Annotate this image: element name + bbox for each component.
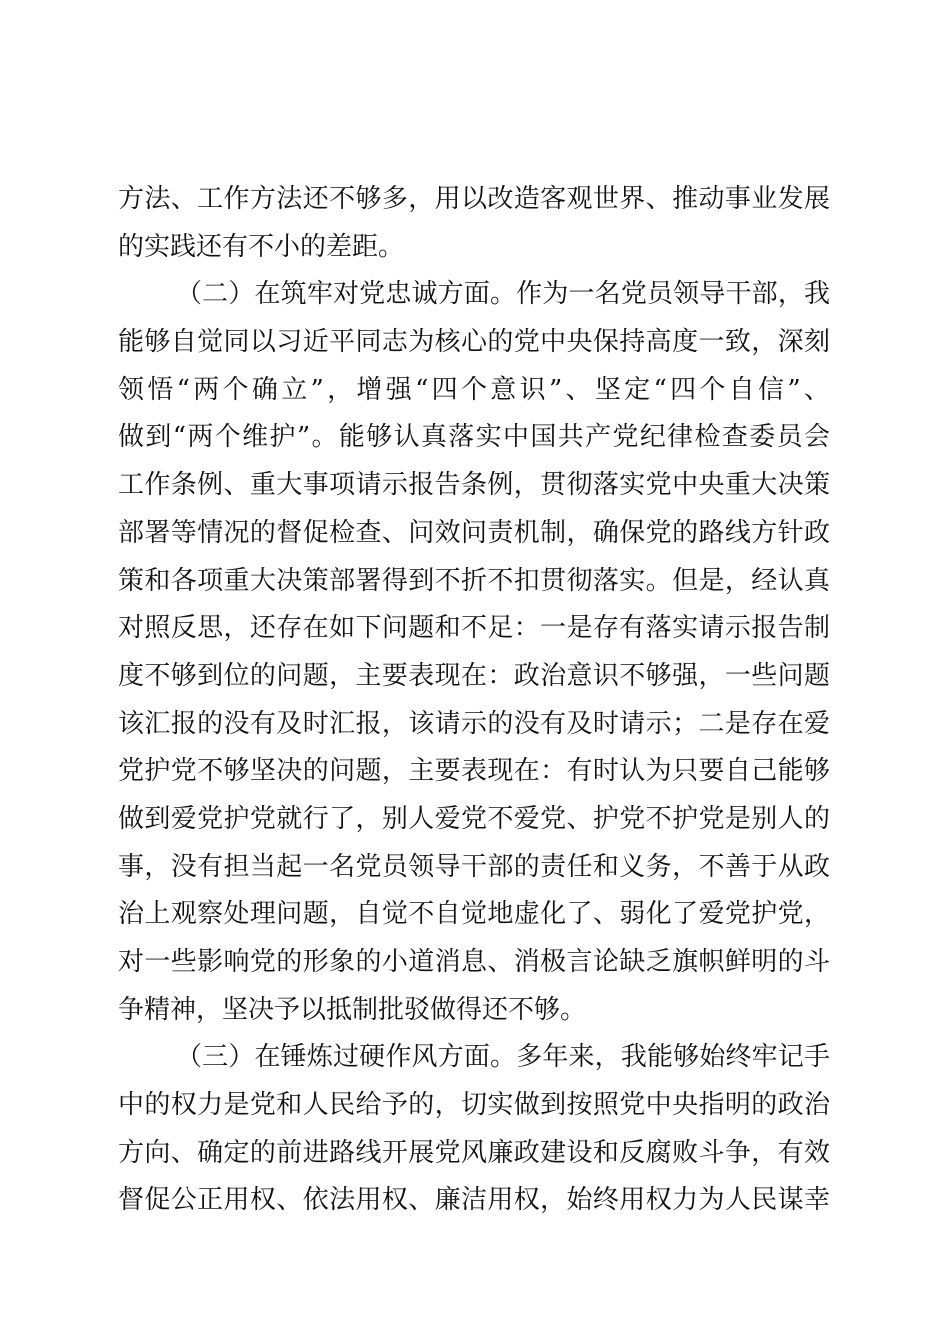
text-line: 方法、工作方法还不够多，用以改造客观世界、推动事业发展 xyxy=(118,184,830,214)
paragraph-heading-line: （二）在筑牢对党忠诚方面。作为一名党员领导干部，我 xyxy=(176,279,830,310)
text-line: 能够自觉同以习近平同志为核心的党中央保持高度一致，深刻 xyxy=(118,327,830,358)
text-line: 做到“两个维护”。能够认真落实中国共产党纪律检查委员会 xyxy=(118,422,830,453)
text-line: 部署等情况的督促检查、问效问责机制，确保党的路线方针政 xyxy=(118,517,830,548)
text-line: 工作条例、重大事项请示报告条例，贯彻落实党中央重大决策 xyxy=(118,470,830,501)
text-line: 党护党不够坚决的问题，主要表现在：有时认为只要自己能够 xyxy=(118,756,830,787)
text-line: 度不够到位的问题，主要表现在：政治意识不够强，一些问题 xyxy=(118,660,830,691)
text-line: 事，没有担当起一名党员领导干部的责任和义务，不善于从政 xyxy=(118,851,830,882)
text-line: 领悟“两个确立”，增强“四个意识”、坚定“四个自信”、 xyxy=(118,374,830,405)
text-line: 对照反思，还存在如下问题和不足：一是存有落实请示报告制 xyxy=(118,613,830,644)
document-body xyxy=(118,176,830,1225)
paragraph-heading-line: （三）在锤炼过硬作风方面。多年来，我能够始终牢记手 xyxy=(176,1042,830,1073)
text-line: 方向、确定的前进路线开展党风廉政建设和反腐败斗争，有效 xyxy=(118,1137,830,1168)
text-line: 的实践还有不小的差距。 xyxy=(118,231,405,262)
text-line: 督促公正用权、依法用权、廉洁用权，始终用权力为人民谋幸 xyxy=(118,1185,830,1216)
text-line: 策和各项重大决策部署得到不折不扣贯彻落实。但是，经认真 xyxy=(118,565,830,596)
text-line: 该汇报的没有及时汇报，该请示的没有及时请示；二是存在爱 xyxy=(118,708,830,739)
text-line: 中的权力是党和人民给予的，切实做到按照党中央指明的政治 xyxy=(118,1090,830,1121)
text-line: 对一些影响党的形象的小道消息、消极言论缺乏旗帜鲜明的斗 xyxy=(118,947,830,977)
text-line: 争精神，坚决予以抵制批驳做得还不够。 xyxy=(118,994,587,1025)
text-line: 做到爱党护党就行了，别人爱党不爱党、护党不护党是别人的 xyxy=(118,803,830,834)
text-line: 治上观察处理问题，自觉不自觉地虚化了、弱化了爱党护党， xyxy=(118,899,830,930)
